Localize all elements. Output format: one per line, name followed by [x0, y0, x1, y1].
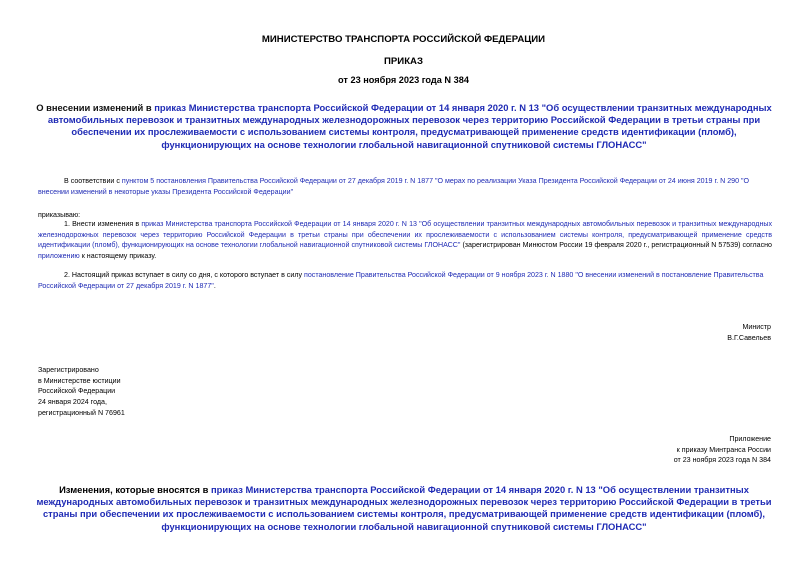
appendix-block	[674, 434, 771, 466]
item-1-order-link[interactable]: приказ Министерства транспорта Российской Федерации от 14 января 2020 г. N 13 "Об осуществлении транзитных международных автомобильных перевозок и транзитных международных железнодорожных перевозок через территорию Российской Федерации в третьи страны при обеспечении их прослеживаемости с использованием системы контроля, предусматривающей применение средств идентификации (пломб), функционирующих на основе технологии глобальной навигационной спутниковой системы ГЛОНАСС"	[38, 220, 773, 250]
registration-line: 24 января 2024 года,	[38, 398, 107, 407]
document-title	[28, 102, 780, 151]
registration-line: Зарегистрировано	[38, 366, 99, 374]
item-2-decree-link[interactable]: постановление Правительства Российской Федерации от 9 ноября 2023 г. N 1880 "О внесении изменений в постановление Правительства Российской Федерации от 27 декабря 2019 г. N 1877"	[38, 271, 764, 290]
preamble-prefix: В соответствии с	[64, 177, 122, 185]
title-prefix: О внесении изменений в	[36, 102, 155, 113]
date-number-heading: от 23 ноября 2023 года N 384	[338, 75, 469, 85]
signature-block	[727, 322, 771, 343]
doc-type-heading: ПРИКАЗ	[384, 56, 423, 67]
item-1-middle: (зарегистрирован Минюстом России 19 февраля 2020 г., регистрационный N 57539) согласно	[460, 241, 772, 250]
registration-line: Российской Федерации	[38, 387, 116, 396]
registration-line: в Министерстве юстиции	[38, 376, 121, 385]
registration-line: регистрационный N 76961	[38, 408, 125, 417]
title-order-link[interactable]: приказ Министерства транспорта Российской Федерации от 14 января 2020 г. N 13 "Об осуществлении транзитных международных автомобильных перевозок и транзитных международных железнодорожных перевозок через территорию Российской Федерации в третьи страны при обеспечении их прослеживаемости с использованием системы контроля, предусматривающей применение средств идентификации (пломб), функционирующих на основе технологии глобальной навигационной спутниковой системы ГЛОНАСС"	[47, 102, 772, 150]
changes-title-order-link[interactable]: приказ Министерства транспорта Российской Федерации от 14 января 2020 г. N 13 "Об осуществлении транзитных международных автомобильных перевозок и транзитных международных железнодорожных перевозок через территорию Российской Федерации в третьи страны при обеспечении их прослеживаемости с использованием системы контроля, предусматривающей применение средств идентификации (пломб), функционирующих на основе технологии глобальной навигационной спутниковой системы ГЛОНАСС"	[36, 484, 772, 532]
signature-position: Министр	[742, 323, 771, 331]
changes-title-prefix: Изменения, которые вносятся в	[59, 484, 212, 495]
registration-block	[38, 365, 125, 419]
item-1-suffix: к настоящему приказу.	[79, 252, 157, 261]
changes-title	[28, 484, 780, 533]
item-2-paragraph	[38, 270, 772, 291]
order-word: приказываю:	[38, 211, 81, 219]
preamble-decree-link[interactable]: пунктом 5 постановления Правительства Российской Федерации от 27 декабря 2019 г. N 1877 "О мерах по реализации Указа Президента Российской Федерации от 24 июня 2019 г. N 290 "О внесении изменений в некоторые указы Президента Российской Федерации"	[38, 177, 750, 196]
appendix-line: от 23 ноября 2023 года N 384	[673, 456, 771, 465]
signature-name: В.Г.Савельев	[727, 333, 771, 342]
item-2-suffix: .	[213, 281, 216, 290]
item-1-prefix: 1. Внести изменения в	[64, 220, 142, 228]
appendix-line: к приказу Минтранса России	[676, 445, 771, 454]
item-1-paragraph	[38, 219, 772, 262]
item-1-appendix-link[interactable]: приложению	[38, 252, 80, 261]
item-2-prefix: 2. Настоящий приказ вступает в силу со дня, с которого вступает в силу	[64, 271, 304, 279]
appendix-line: Приложение	[729, 435, 771, 443]
preamble-paragraph	[38, 176, 772, 197]
ministry-heading: МИНИСТЕРСТВО ТРАНСПОРТА РОССИЙСКОЙ ФЕДЕРАЦИИ	[261, 34, 546, 45]
